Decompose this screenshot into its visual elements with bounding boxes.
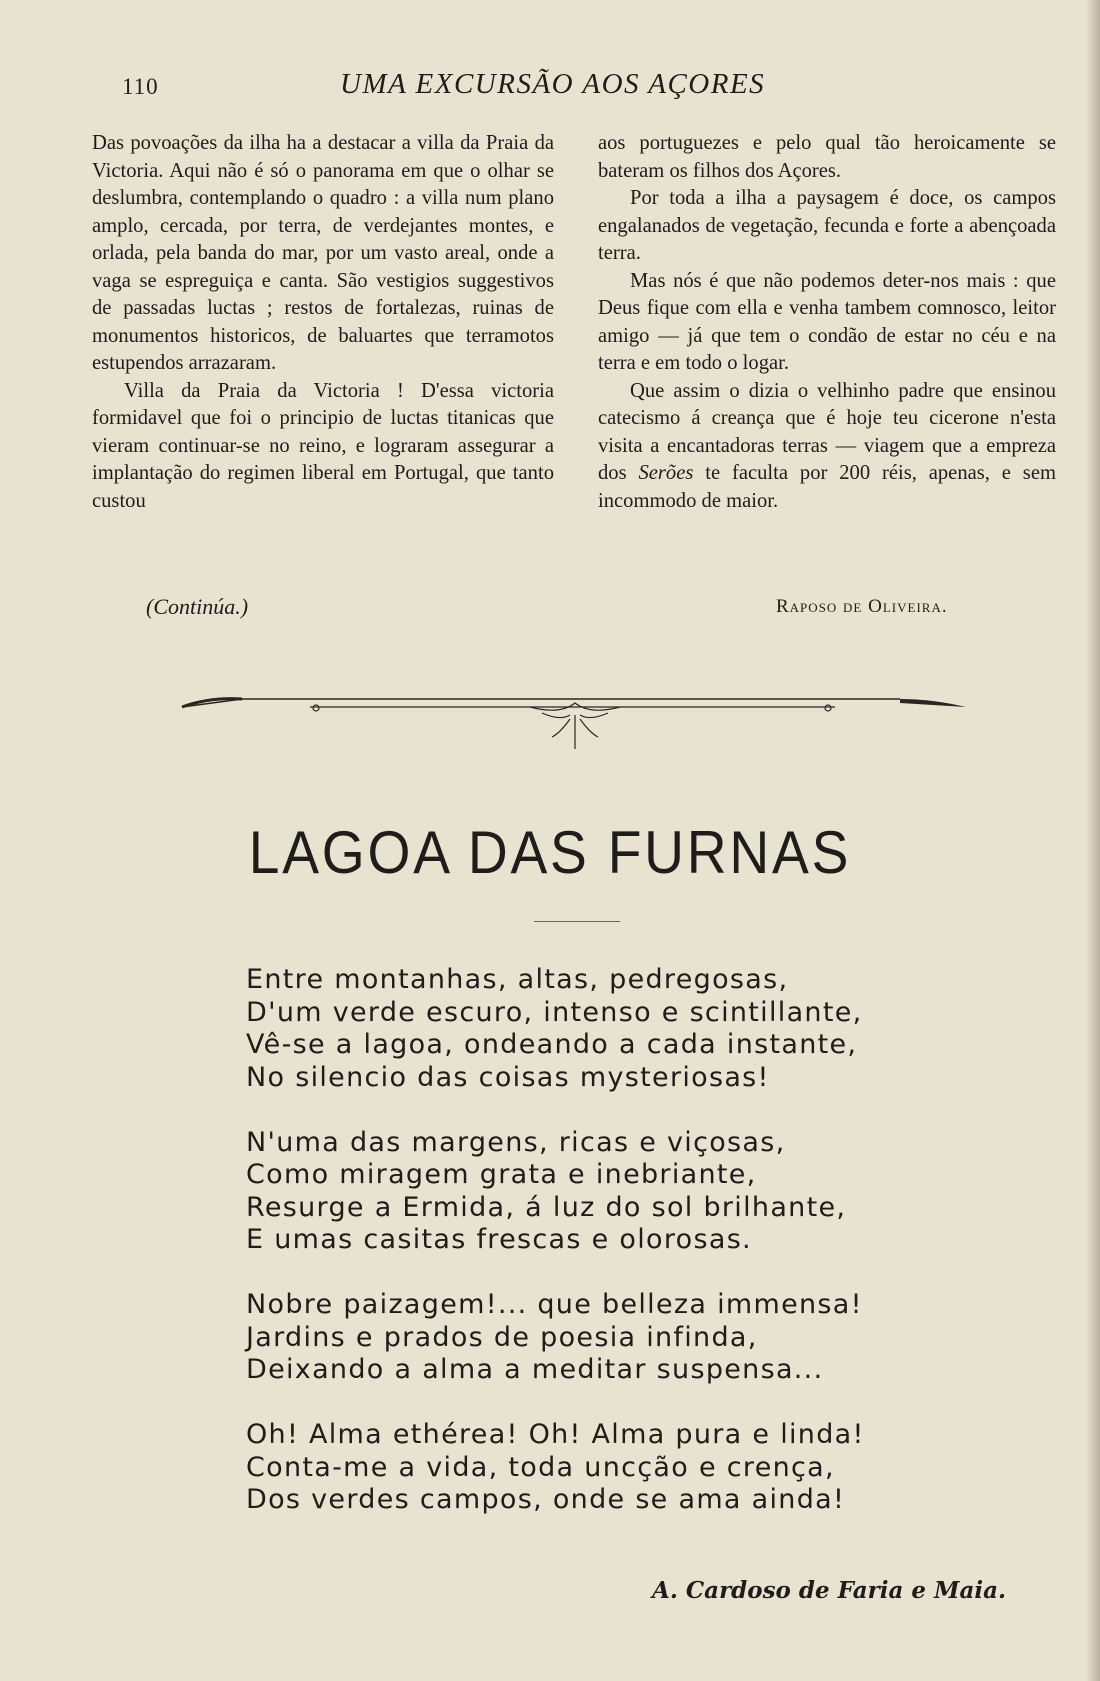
verse: Nobre paizagem!... que belleza immensa! [246,1289,863,1320]
verse: N'uma das margens, ricas e viçosas, [246,1126,786,1158]
verse: E umas casitas frescas e olorosas. [246,1224,752,1255]
article-paragraph: Mas nós é que não podemos deter-nos mais : que Deus fique com ella e venha tambem comnosco, leitor amigo — já que tem o condão de estar no céu e na terra e em todo o logar. [598,269,1056,374]
stanza [246,1289,865,1387]
article-paragraph: Das povoações da ilha ha a destacar a villa da Praia da Victoria. Aqui não é só o panorama em que o olhar se deslumbra, contemplando o quadro : a villa num plano amplo, cercada, por terra, de verdejantes montes, e orlada, pela banda do mar, por um vasto areal, onde a vaga se espreguiça e canta. São vestigios suggestivos de passadas luctas ; restos de fortalezas, ruinas de monumentos historicos, de baluartes que terramotos estupendos arrazaram. [92,132,554,374]
verse: Deixando a alma a meditar suspensa... [246,1354,824,1385]
verse: Jardins e prados de poesia infinda, [246,1321,758,1353]
verse: Vê-se a lagoa, ondeando a cada instante, [246,1029,858,1060]
running-title: UMA EXCURSÃO AOS AÇORES [340,68,766,100]
verse: Conta-me a vida, toda uncção e crença, [246,1451,835,1483]
article-right-column [598,130,1056,515]
italic-title: Serões [638,462,694,484]
poem-title: LAGOA DAS FURNAS [248,819,852,886]
verse: D'um verde escuro, intenso e scintillante, [246,996,863,1028]
article-paragraph: Por toda a ilha a paysagem é doce, os campos engalanados de vegetação, fecunda e forte a abençoada terra. [598,187,1056,264]
stanza [246,964,865,1094]
verse: Como miragem grata e inebriante, [246,1159,757,1190]
article-paragraph [598,378,1056,516]
article-author: Raposo de Oliveira. [776,596,948,617]
continued-note: (Continúa.) [146,594,249,619]
page-edge-shadow [1086,0,1100,1681]
poem-author: A. Cardoso de Faria e Maia. [652,1577,1007,1604]
verse: No silencio das coisas mysteriosas! [246,1061,770,1093]
verse: Dos verdes campos, onde se ama ainda! [246,1484,846,1515]
stanza [246,1127,865,1257]
title-rule [534,921,620,922]
article-left-column [92,130,554,515]
text-run: Que assim o dizia o velhinho padre que ensinou catecismo á creança que é hoje teu cicerone n'esta visita a encantadoras terras — viagem que a empreza dos [598,379,1056,484]
verse: Resurge a Ermida, á luz do sol brilhante, [246,1191,847,1223]
text-run: te faculta por 200 réis, apenas, e sem incommodo de maior. [598,462,1056,512]
article-paragraph: aos portuguezes e pelo qual tão heroicamente se bateram os filhos dos Açores. [598,132,1056,182]
poem [246,964,865,1549]
ornamental-divider [180,685,970,755]
stanza [246,1419,865,1517]
verse: Oh! Alma ethérea! Oh! Alma pura e linda! [246,1419,865,1450]
verse: Entre montanhas, altas, pedregosas, [246,964,789,995]
article-paragraph: Villa da Praia da Victoria ! D'essa victoria formidavel que foi o principio de luctas titanicas que vieram continuar-se no reino, e lograram assegurar a implantação do regimen liberal em Portugal, que tanto custou [92,379,554,512]
page-number: 110 [122,74,159,99]
